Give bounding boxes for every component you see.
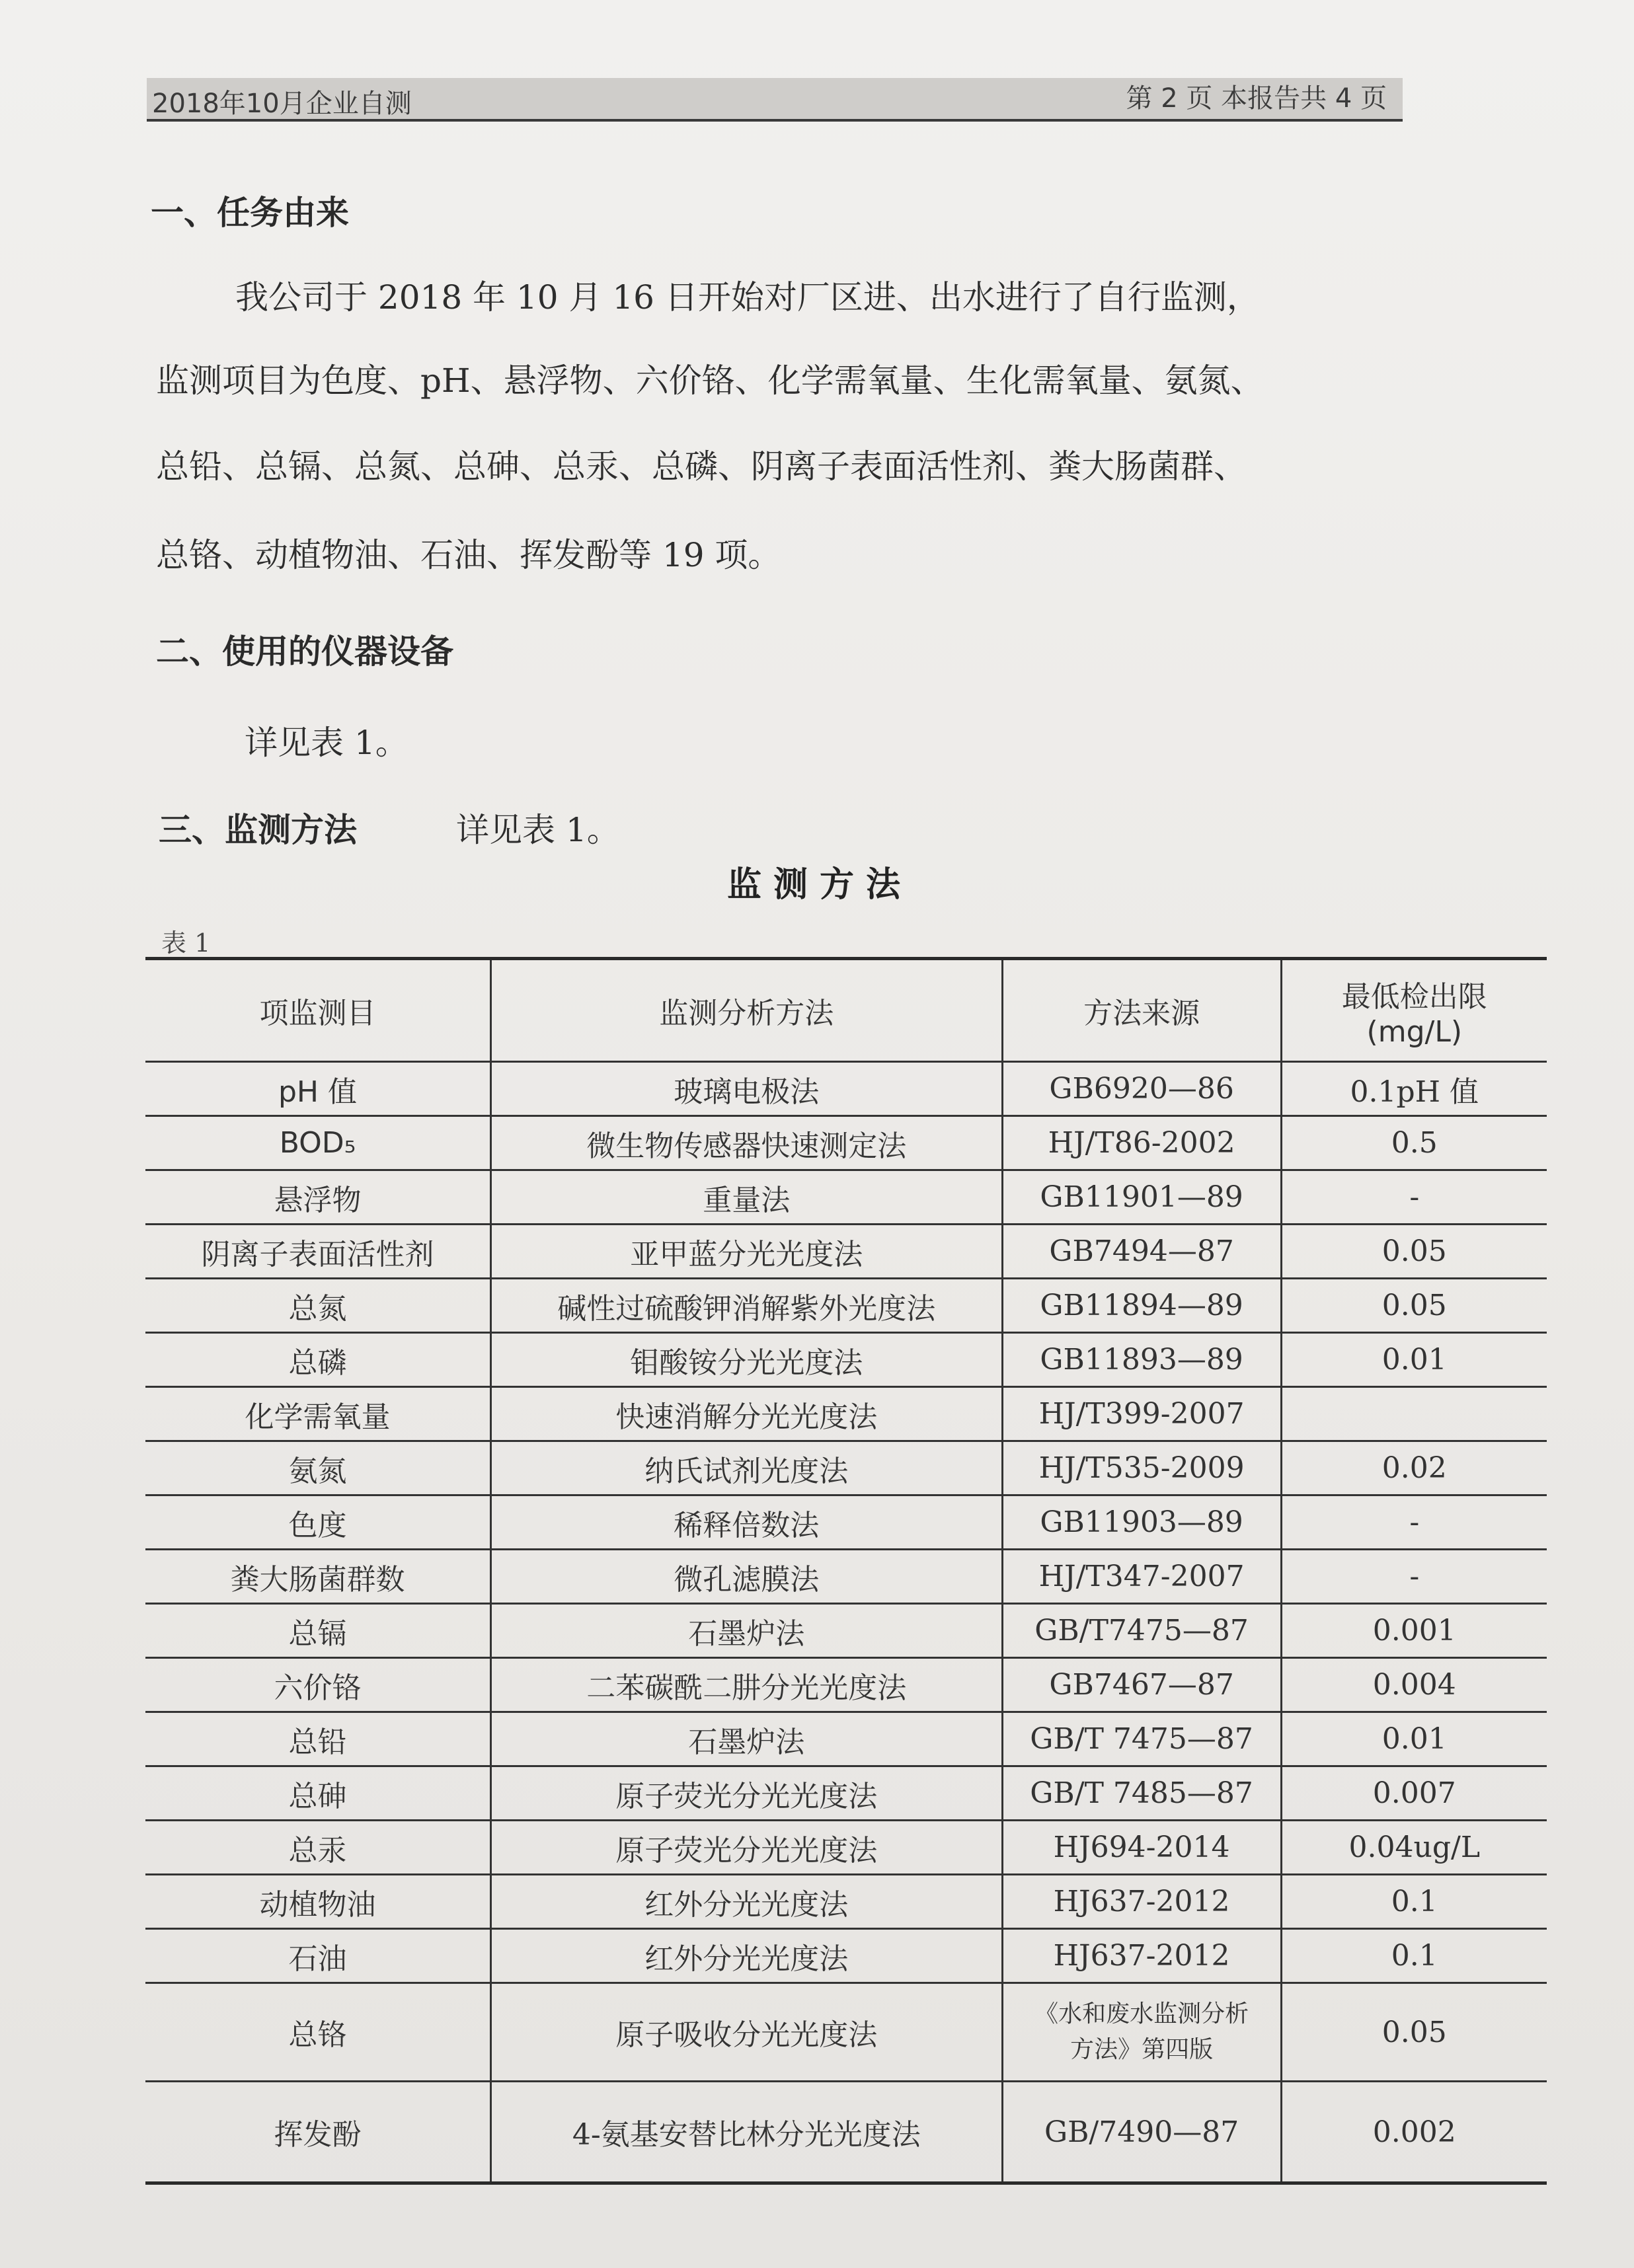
table-row: [145, 1712, 1547, 1766]
header-item: 项监测目: [145, 959, 490, 1062]
table-row: [145, 1062, 1547, 1116]
cell-source: HJ/T399-2007: [1002, 1387, 1281, 1441]
cell-method: 钼酸铵分光光度法: [490, 1333, 1002, 1387]
cell-item: 六价铬: [145, 1658, 490, 1712]
table-row: [145, 1333, 1547, 1387]
section-1-line-4: 总铬、动植物油、石油、挥发酚等 19 项。: [156, 536, 781, 574]
cell-method: 微孔滤膜法: [490, 1550, 1002, 1604]
cell-method: 碱性过硫酸钾消解紫外光度法: [490, 1279, 1002, 1333]
cell-source: HJ637-2012: [1002, 1875, 1281, 1929]
cell-limit: 0.1: [1281, 1875, 1547, 1929]
table-row: [145, 1821, 1547, 1875]
cell-source: GB/7490—87: [1002, 2082, 1281, 2183]
table-row: [145, 1441, 1547, 1495]
table-row: [145, 1604, 1547, 1658]
cell-source: GB/T 7485—87: [1002, 1766, 1281, 1821]
table-row: [145, 2082, 1547, 2183]
header-source: 方法来源: [1002, 959, 1281, 1062]
section-3-text: 详见表 1。: [456, 811, 620, 849]
cell-item: 总汞: [145, 1821, 490, 1875]
section-1-heading: 一、任务由来: [151, 194, 349, 232]
cell-limit: 0.001: [1281, 1604, 1547, 1658]
cell-method: 纳氏试剂光度法: [490, 1441, 1002, 1495]
cell-limit: -: [1281, 1550, 1547, 1604]
cell-limit: 0.004: [1281, 1658, 1547, 1712]
cell-method: 稀释倍数法: [490, 1495, 1002, 1550]
cell-source: GB7467—87: [1002, 1658, 1281, 1712]
cell-item: 阴离子表面活性剂: [145, 1225, 490, 1279]
cell-method: 红外分光光度法: [490, 1929, 1002, 1983]
table-row: [145, 1766, 1547, 1821]
cell-method: 微生物传感器快速测定法: [490, 1116, 1002, 1170]
cell-method: 石墨炉法: [490, 1604, 1002, 1658]
table-header-row: [145, 959, 1547, 1062]
cell-method: 快速消解分光光度法: [490, 1387, 1002, 1441]
table-row: [145, 1495, 1547, 1550]
cell-limit: 0.007: [1281, 1766, 1547, 1821]
cell-limit: [1281, 1387, 1547, 1441]
section-2-heading: 二、使用的仪器设备: [156, 632, 453, 671]
cell-method: 4-氨基安替比林分光光度法: [490, 2082, 1002, 2183]
table-title: 监测方法: [727, 865, 913, 905]
header-limit-label: 最低检出限: [1341, 979, 1487, 1014]
cell-item: pH 值: [145, 1062, 490, 1116]
table-row: [145, 1929, 1547, 1983]
cell-item: 总氮: [145, 1279, 490, 1333]
table-row: [145, 1279, 1547, 1333]
header-page-number: 第 2 页 本报告共 4 页: [1126, 83, 1387, 114]
table-row: [145, 1170, 1547, 1225]
cell-limit: 0.05: [1281, 1279, 1547, 1333]
table-body: [145, 1062, 1547, 2183]
cell-method: 玻璃电极法: [490, 1062, 1002, 1116]
cell-limit: -: [1281, 1495, 1547, 1550]
cell-item: 悬浮物: [145, 1170, 490, 1225]
cell-source: GB11893—89: [1002, 1333, 1281, 1387]
cell-method: 原子吸收分光光度法: [490, 1983, 1002, 2082]
cell-item: 总磷: [145, 1333, 490, 1387]
cell-item: 挥发酚: [145, 2082, 490, 2183]
cell-method: 石墨炉法: [490, 1712, 1002, 1766]
table-row: [145, 1550, 1547, 1604]
cell-item: 粪大肠菌群数: [145, 1550, 490, 1604]
cell-item: 总铅: [145, 1712, 490, 1766]
cell-item: 总铬: [145, 1983, 490, 2082]
cell-method: 原子荧光分光光度法: [490, 1766, 1002, 1821]
cell-source: GB/T7475—87: [1002, 1604, 1281, 1658]
cell-source: HJ694-2014: [1002, 1821, 1281, 1875]
cell-limit: 0.5: [1281, 1116, 1547, 1170]
cell-source: HJ/T535-2009: [1002, 1441, 1281, 1495]
cell-limit: 0.1pH 值: [1281, 1062, 1547, 1116]
cell-limit: 0.05: [1281, 1983, 1547, 2082]
cell-item: 化学需氧量: [145, 1387, 490, 1441]
table-label: 表 1: [161, 928, 211, 958]
methods-table: [145, 957, 1547, 2185]
cell-item: 总砷: [145, 1766, 490, 1821]
cell-limit: 0.04ug/L: [1281, 1821, 1547, 1875]
header-limit-unit: (mg/L): [1366, 1014, 1463, 1049]
cell-limit: 0.05: [1281, 1225, 1547, 1279]
cell-source: [1002, 1983, 1281, 2082]
page-header: [147, 78, 1403, 122]
cell-limit: 0.1: [1281, 1929, 1547, 1983]
cell-source: GB7494—87: [1002, 1225, 1281, 1279]
cell-source-line-2: 方法》第四版: [1070, 2036, 1214, 2063]
cell-limit: 0.01: [1281, 1333, 1547, 1387]
section-1-line-1: 我公司于 2018 年 10 月 16 日开始对厂区进、出水进行了自行监测，: [235, 278, 1260, 317]
cell-item: BOD₅: [145, 1116, 490, 1170]
header-report-title: 2018年10月企业自测: [152, 89, 412, 119]
cell-method: 原子荧光分光光度法: [490, 1821, 1002, 1875]
cell-item: 动植物油: [145, 1875, 490, 1929]
cell-source: HJ/T86-2002: [1002, 1116, 1281, 1170]
cell-method: 红外分光光度法: [490, 1875, 1002, 1929]
section-1-line-3: 总铅、总镉、总氮、总砷、总汞、总磷、阴离子表面活性剂、粪大肠菌群、: [156, 447, 1247, 486]
cell-item: 石油: [145, 1929, 490, 1983]
cell-source: GB11903—89: [1002, 1495, 1281, 1550]
cell-limit: 0.02: [1281, 1441, 1547, 1495]
cell-source: GB/T 7475—87: [1002, 1712, 1281, 1766]
table-row: [145, 1387, 1547, 1441]
header-limit: [1281, 959, 1547, 1062]
cell-source: HJ637-2012: [1002, 1929, 1281, 1983]
cell-item: 色度: [145, 1495, 490, 1550]
table-row: [145, 1983, 1547, 2082]
cell-method: 二苯碳酰二肼分光光度法: [490, 1658, 1002, 1712]
table-row: [145, 1116, 1547, 1170]
cell-method: 重量法: [490, 1170, 1002, 1225]
section-2-text: 详见表 1。: [245, 724, 408, 762]
cell-source: GB11901—89: [1002, 1170, 1281, 1225]
cell-source-line-1: 《水和废水监测分析: [1034, 2000, 1249, 2027]
cell-limit: -: [1281, 1170, 1547, 1225]
cell-source: GB6920—86: [1002, 1062, 1281, 1116]
cell-method: 亚甲蓝分光光度法: [490, 1225, 1002, 1279]
section-3-heading: 三、监测方法: [159, 811, 357, 849]
table-row: [145, 1658, 1547, 1712]
table-row: [145, 1875, 1547, 1929]
cell-item: 总镉: [145, 1604, 490, 1658]
cell-source: GB11894—89: [1002, 1279, 1281, 1333]
cell-source: HJ/T347-2007: [1002, 1550, 1281, 1604]
section-1-line-2: 监测项目为色度、pH、悬浮物、六价铬、化学需氧量、生化需氧量、氨氮、: [156, 361, 1264, 400]
table-row: [145, 1225, 1547, 1279]
cell-item: 氨氮: [145, 1441, 490, 1495]
cell-limit: 0.002: [1281, 2082, 1547, 2183]
header-method: 监测分析方法: [490, 959, 1002, 1062]
cell-limit: 0.01: [1281, 1712, 1547, 1766]
